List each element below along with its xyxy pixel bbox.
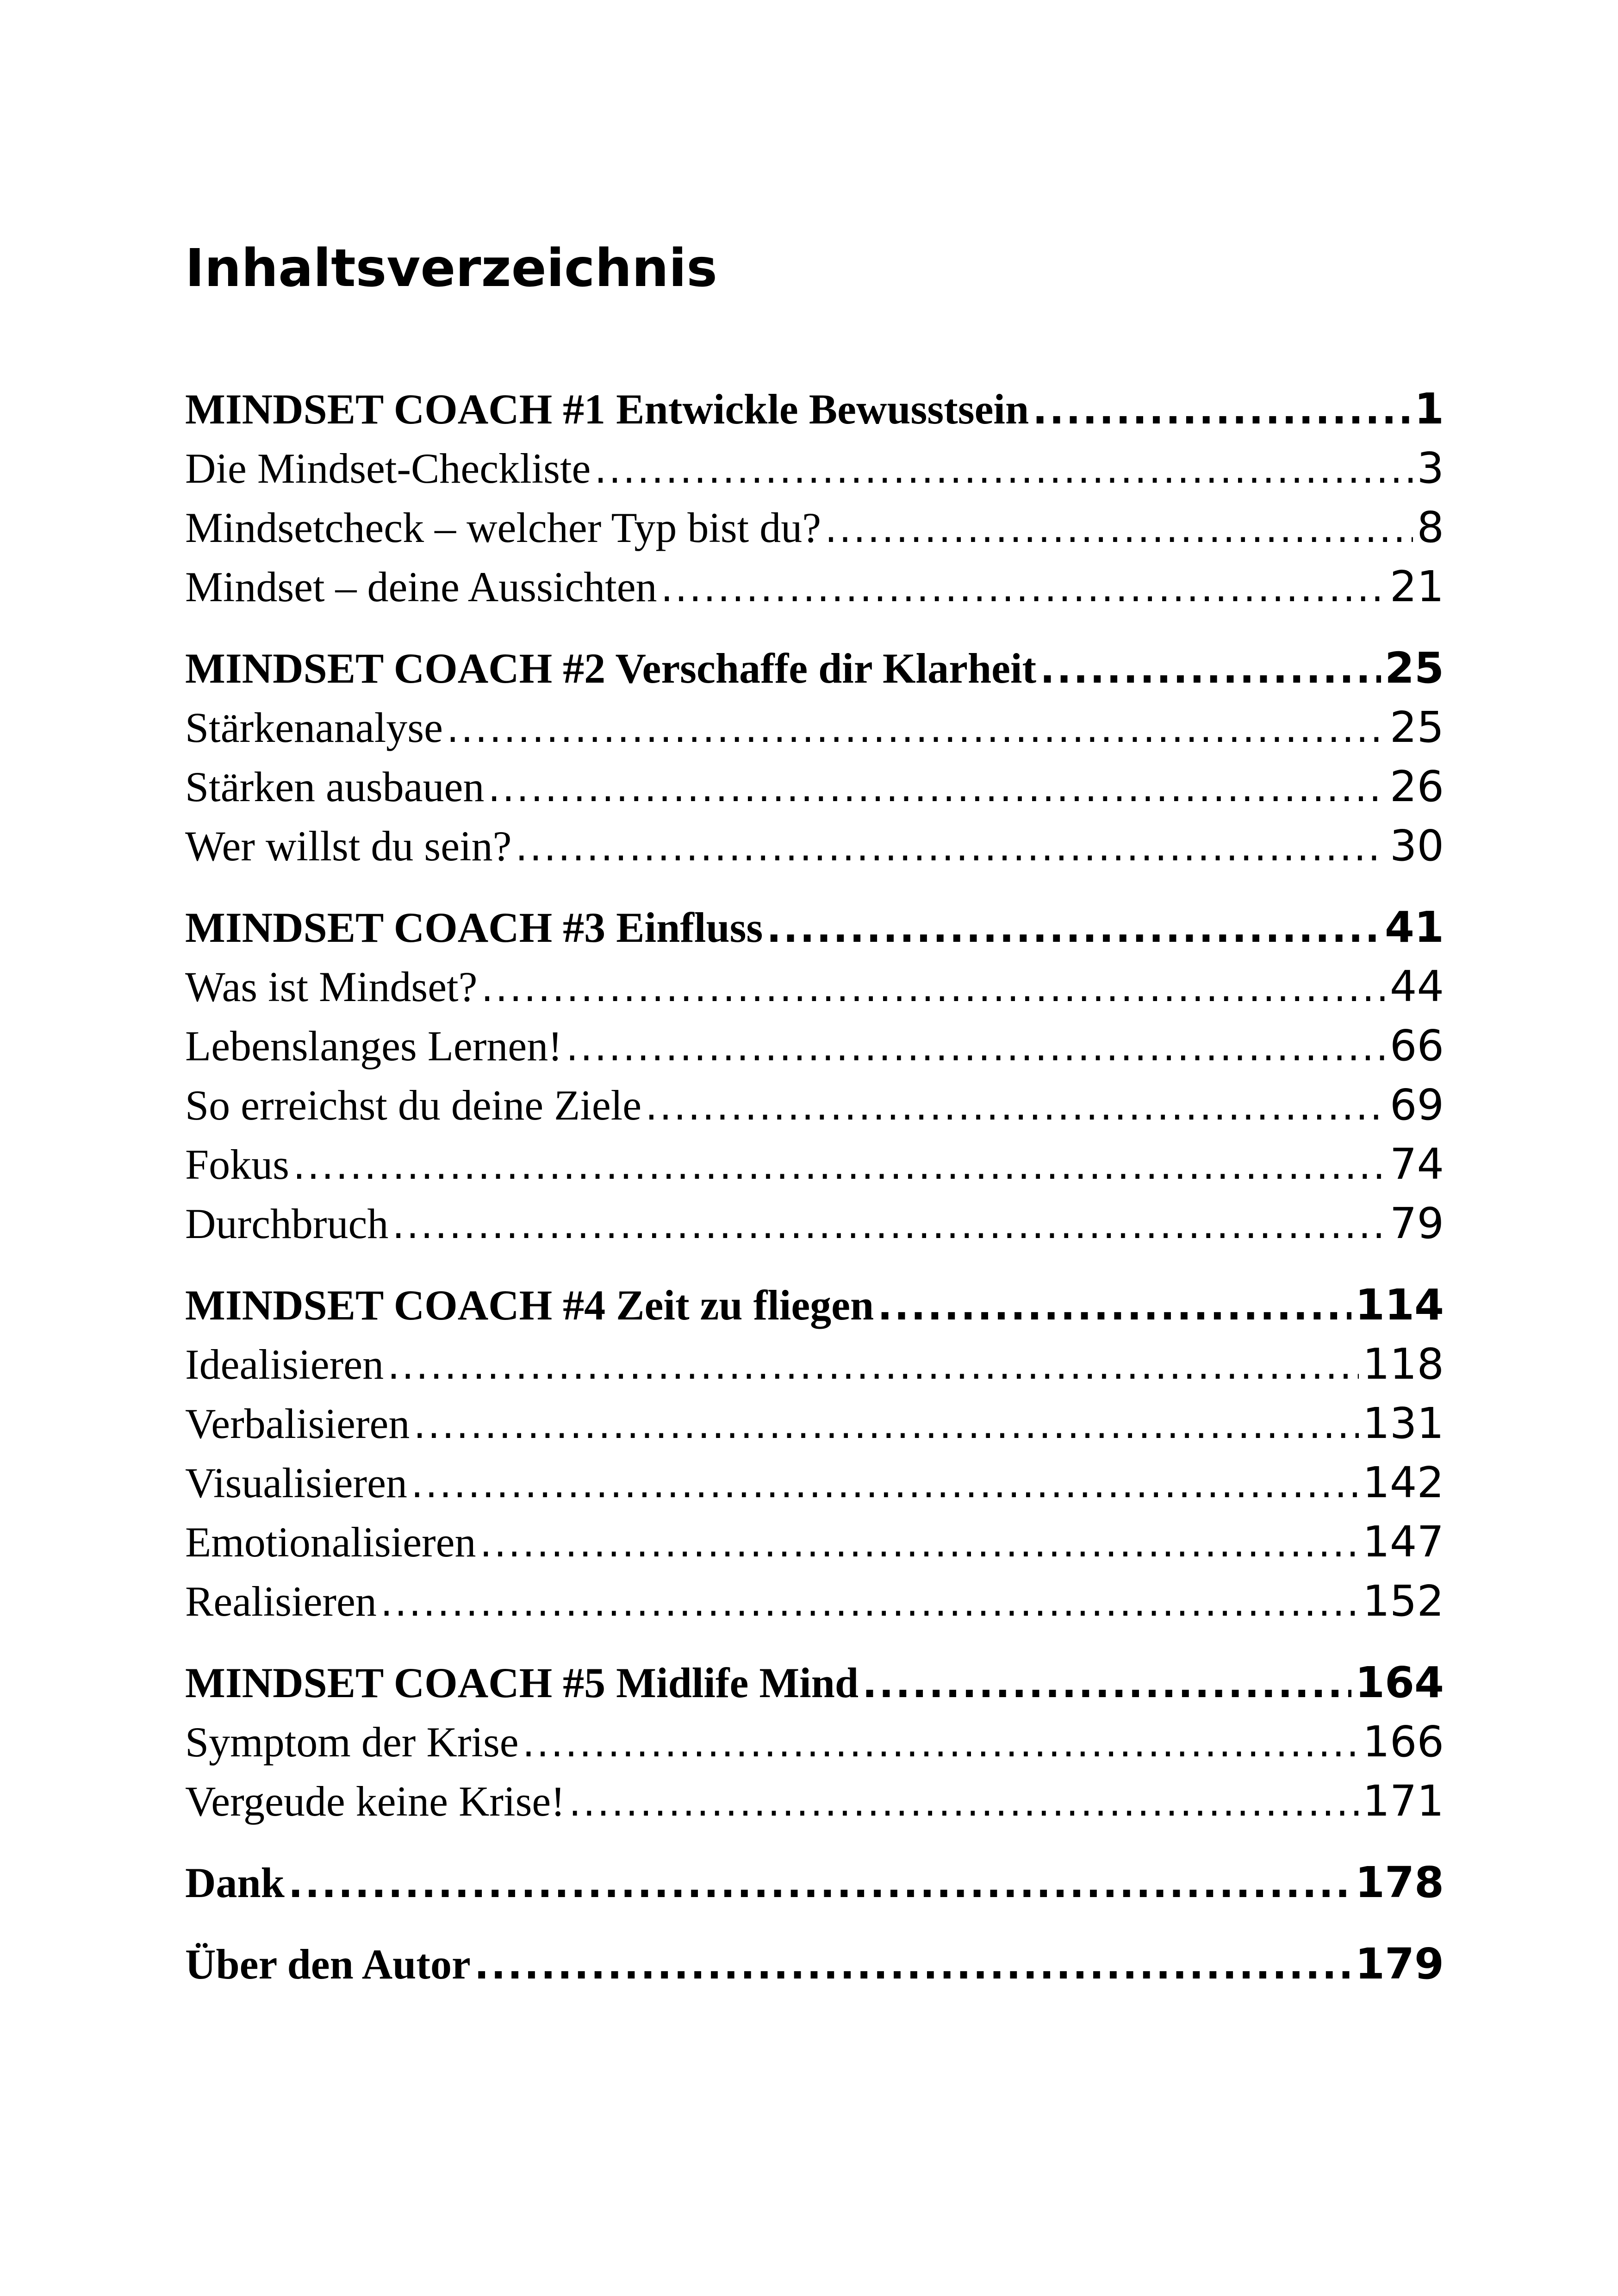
toc-chapter-entry[interactable]	[185, 1276, 1444, 1335]
chapter-title: Über den Autor	[185, 1941, 471, 1988]
toc-chapter-entry[interactable]	[185, 898, 1444, 957]
toc-entry[interactable]	[185, 439, 1444, 498]
dot-leader	[480, 1513, 1359, 1572]
dot-leader	[766, 899, 1381, 957]
dot-leader	[566, 1017, 1386, 1076]
entry-title: Mindset – deine Aussichten	[185, 563, 657, 610]
page-number: 171	[1363, 1776, 1444, 1826]
dot-leader	[645, 1076, 1386, 1135]
toc-chapter-entry[interactable]	[185, 380, 1444, 439]
dot-leader	[413, 1395, 1359, 1453]
entry-title: Durchbruch	[185, 1200, 389, 1247]
chapter-title: MINDSET COACH #4 Zeit zu fliegen	[185, 1282, 874, 1329]
toc-entry[interactable]	[185, 1076, 1444, 1135]
page-number: 166	[1363, 1717, 1444, 1767]
entry-title: Symptom der Krise	[185, 1718, 519, 1766]
dot-leader	[293, 1136, 1386, 1194]
page-number: 41	[1384, 902, 1444, 952]
toc-entry[interactable]	[185, 1394, 1444, 1453]
entry-title: So erreichst du deine Ziele	[185, 1082, 642, 1129]
dot-leader	[411, 1454, 1359, 1512]
table-of-contents	[185, 380, 1444, 2016]
page-number: 118	[1363, 1339, 1444, 1389]
toc-entry[interactable]	[185, 1572, 1444, 1631]
page-number: 25	[1389, 703, 1444, 752]
dot-leader	[1040, 640, 1381, 698]
entry-title: Lebenslanges Lernen!	[185, 1022, 562, 1070]
toc-entry[interactable]	[185, 1712, 1444, 1772]
toc-entry[interactable]	[185, 1772, 1444, 1831]
dot-leader	[288, 1854, 1351, 1912]
dot-leader	[488, 758, 1386, 816]
toc-entry[interactable]	[185, 757, 1444, 816]
entry-title: Fokus	[185, 1141, 289, 1188]
dot-leader	[569, 1773, 1359, 1831]
dot-leader	[392, 1195, 1386, 1253]
document-page	[185, 0, 1444, 2296]
page-number: 131	[1363, 1399, 1444, 1448]
page-number: 74	[1389, 1139, 1444, 1189]
page-number: 142	[1363, 1458, 1444, 1507]
toc-entry[interactable]	[185, 1135, 1444, 1194]
page-number: 178	[1355, 1858, 1444, 1907]
chapter-title: MINDSET COACH #3 Einfluss	[185, 904, 763, 951]
toc-entry[interactable]	[185, 1194, 1444, 1253]
toc-section	[185, 380, 1444, 616]
toc-entry[interactable]	[185, 1512, 1444, 1572]
dot-leader	[515, 817, 1386, 876]
dot-leader	[825, 499, 1413, 557]
page-number: 66	[1389, 1021, 1444, 1070]
page-number: 30	[1389, 821, 1444, 871]
dot-leader	[1033, 380, 1411, 439]
toc-chapter-entry[interactable]	[185, 1935, 1444, 1994]
entry-title: Realisieren	[185, 1578, 377, 1625]
chapter-title: Dank	[185, 1859, 285, 1906]
entry-title: Verbalisieren	[185, 1400, 410, 1447]
toc-section	[185, 1276, 1444, 1631]
toc-section	[185, 1653, 1444, 1831]
page-number: 21	[1389, 562, 1444, 611]
entry-title: Vergeude keine Krise!	[185, 1778, 565, 1825]
page-number: 147	[1363, 1517, 1444, 1567]
page-number: 3	[1417, 443, 1444, 493]
toc-chapter-entry[interactable]	[185, 639, 1444, 698]
toc-entry[interactable]	[185, 557, 1444, 616]
toc-chapter-entry[interactable]	[185, 1853, 1444, 1912]
page-number: 79	[1389, 1199, 1444, 1248]
page-number: 69	[1389, 1080, 1444, 1130]
page-number: 114	[1355, 1280, 1444, 1330]
dot-leader	[447, 699, 1386, 757]
toc-section	[185, 898, 1444, 1253]
chapter-title: MINDSET COACH #5 Midlife Mind	[185, 1659, 859, 1706]
page-number: 152	[1363, 1576, 1444, 1626]
chapter-title: MINDSET COACH #2 Verschaffe dir Klarheit	[185, 645, 1037, 692]
dot-leader	[380, 1573, 1359, 1631]
page-title: Inhaltsverzeichnis	[185, 238, 717, 299]
dot-leader	[594, 440, 1413, 498]
page-number: 179	[1355, 1939, 1444, 1989]
dot-leader	[474, 1935, 1351, 1994]
toc-entry[interactable]	[185, 1453, 1444, 1512]
toc-entry[interactable]	[185, 1016, 1444, 1076]
toc-section	[185, 1853, 1444, 1912]
entry-title: Emotionalisieren	[185, 1518, 476, 1566]
page-number: 8	[1417, 503, 1444, 552]
entry-title: Visualisieren	[185, 1459, 407, 1506]
dot-leader	[387, 1336, 1359, 1394]
toc-entry[interactable]	[185, 957, 1444, 1016]
entry-title: Wer willst du sein?	[185, 822, 512, 870]
entry-title: Stärken ausbauen	[185, 763, 485, 810]
page-number: 26	[1389, 762, 1444, 811]
toc-section	[185, 1935, 1444, 1994]
entry-title: Idealisieren	[185, 1341, 384, 1388]
chapter-title: MINDSET COACH #1 Entwickle Bewusstsein	[185, 386, 1029, 433]
entry-title: Die Mindset-Checkliste	[185, 445, 591, 492]
entry-title: Was ist Mindset?	[185, 963, 478, 1010]
toc-entry[interactable]	[185, 816, 1444, 876]
dot-leader	[661, 558, 1386, 616]
toc-entry[interactable]	[185, 498, 1444, 557]
page-number: 44	[1389, 962, 1444, 1011]
page-number: 25	[1384, 643, 1444, 693]
dot-leader	[523, 1713, 1359, 1772]
dot-leader	[862, 1654, 1351, 1712]
page-number: 1	[1414, 384, 1444, 434]
page-number: 164	[1355, 1658, 1444, 1707]
dot-leader	[481, 958, 1386, 1016]
dot-leader	[877, 1276, 1351, 1335]
toc-section	[185, 639, 1444, 876]
toc-chapter-entry[interactable]	[185, 1653, 1444, 1712]
toc-entry[interactable]	[185, 698, 1444, 757]
entry-title: Stärkenanalyse	[185, 704, 443, 751]
toc-entry[interactable]	[185, 1335, 1444, 1394]
entry-title: Mindsetcheck – welcher Typ bist du?	[185, 504, 821, 551]
